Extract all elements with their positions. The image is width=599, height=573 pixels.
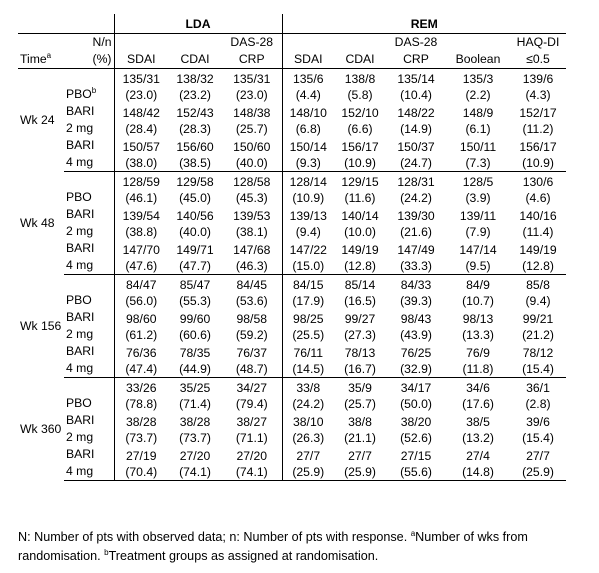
column-header: CDAI bbox=[334, 34, 386, 69]
data-cell: 38/28 (73.7) bbox=[114, 412, 168, 446]
data-cell: 150/60 (40.0) bbox=[222, 137, 282, 172]
table-row bbox=[18, 446, 566, 481]
group-header-rem: REM bbox=[282, 14, 566, 34]
data-cell: 76/9 (11.8) bbox=[446, 343, 510, 378]
table-row bbox=[18, 103, 566, 137]
data-cell: 150/57 (38.0) bbox=[114, 137, 168, 172]
column-header: CDAI bbox=[168, 34, 222, 69]
data-cell: 128/58 (45.3) bbox=[233, 175, 271, 205]
data-cell: 33/26 (78.8) bbox=[114, 378, 168, 413]
table-row bbox=[18, 137, 566, 172]
data-cell: 150/37 (24.7) bbox=[386, 137, 446, 172]
data-cell: 135/31 (23.0) bbox=[114, 69, 168, 104]
data-cell: 135/3 (2.2) bbox=[462, 72, 494, 102]
data-cell: 85/8 (9.4) bbox=[525, 278, 551, 308]
data-cell: 85/14 (16.5) bbox=[344, 278, 376, 308]
data-cell: 35/25 (71.4) bbox=[179, 381, 211, 411]
data-cell: 84/47 (56.0) bbox=[114, 275, 168, 310]
header-spacer bbox=[18, 14, 64, 34]
data-cell: 27/4 (14.8) bbox=[446, 446, 510, 481]
data-cell: 98/58 (59.2) bbox=[235, 312, 268, 342]
data-cell: 98/13 (13.3) bbox=[462, 312, 494, 342]
data-cell: 148/38 (25.7) bbox=[233, 106, 271, 136]
data-cell: 140/14 (10.0) bbox=[341, 209, 379, 239]
data-cell: 36/1 (2.8) bbox=[525, 381, 551, 411]
data-cell: 150/14 (9.3) bbox=[282, 137, 334, 172]
data-cell: 99/60 (60.6) bbox=[179, 312, 211, 342]
column-header: HAQ-DI ≤0.5 bbox=[510, 34, 566, 69]
results-table bbox=[18, 14, 566, 481]
data-cell: 156/17 (10.9) bbox=[510, 137, 566, 172]
table-row bbox=[18, 378, 566, 413]
data-cell: 129/58 (45.0) bbox=[176, 175, 214, 205]
data-cell: 84/9 (10.7) bbox=[462, 278, 494, 308]
data-cell: 139/6 (4.3) bbox=[522, 72, 554, 102]
table-row bbox=[18, 343, 566, 378]
data-cell: 148/10 (6.8) bbox=[282, 103, 334, 137]
table-row bbox=[18, 240, 566, 275]
treatment-label: PBO bbox=[66, 396, 92, 410]
data-cell: 156/60 (38.5) bbox=[168, 137, 222, 172]
data-cell: 76/36 (47.4) bbox=[114, 343, 168, 378]
treatment-label: BARI 2 mg bbox=[66, 207, 95, 238]
data-cell: 76/25 (32.9) bbox=[386, 343, 446, 378]
treatment-label: BARI 4 mg bbox=[64, 240, 114, 275]
data-cell: 129/15 (11.6) bbox=[341, 175, 379, 205]
week-label: Wk 156 bbox=[20, 318, 62, 333]
data-cell: 147/49 (33.3) bbox=[386, 240, 446, 275]
data-cell: 78/12 (15.4) bbox=[510, 343, 566, 378]
data-cell: 148/9 (6.1) bbox=[462, 106, 494, 136]
footnote: N: Number of pts with observed data; n: Number of pts with response. $^a$Number of wks from randomisation. $^b$Treatment groups as assigned at randomisation. bbox=[18, 528, 528, 563]
data-cell: 84/45 (53.6) bbox=[235, 278, 268, 308]
treatment-label: BARI 4 mg bbox=[64, 446, 114, 481]
data-cell: 147/22 (15.0) bbox=[282, 240, 334, 275]
week-label: Wk 360 bbox=[20, 421, 62, 436]
treatment-label: PBO$^b$ bbox=[66, 85, 97, 101]
nn-header: N/n (%) bbox=[64, 34, 114, 69]
data-cell: 148/42 (28.4) bbox=[114, 103, 168, 137]
data-cell: 128/5 (3.9) bbox=[462, 175, 494, 205]
treatment-label: BARI 4 mg bbox=[64, 137, 114, 172]
data-cell: 33/8 (24.2) bbox=[282, 378, 334, 413]
data-cell: 38/27 (71.1) bbox=[235, 415, 268, 445]
data-cell: 147/70 (47.6) bbox=[114, 240, 168, 275]
data-cell: 34/6 (17.6) bbox=[462, 381, 494, 411]
data-cell: 139/53 (38.1) bbox=[233, 209, 271, 239]
treatment-label: BARI 2 mg bbox=[66, 310, 95, 341]
data-cell: 35/9 (25.7) bbox=[344, 381, 376, 411]
data-cell: 76/11 (14.5) bbox=[282, 343, 334, 378]
data-cell: 38/8 (21.1) bbox=[344, 415, 376, 445]
data-cell: 139/30 (21.6) bbox=[397, 209, 435, 239]
treatment-label: PBO bbox=[66, 190, 92, 204]
data-cell: 135/31 (23.0) bbox=[233, 72, 271, 102]
data-cell: 84/15 (17.9) bbox=[282, 275, 334, 310]
data-cell: 128/31 (24.2) bbox=[397, 175, 435, 205]
data-cell: 85/47 (55.3) bbox=[179, 278, 211, 308]
table-row bbox=[18, 69, 566, 104]
data-cell: 139/54 (38.8) bbox=[114, 206, 168, 240]
data-cell: 34/17 (50.0) bbox=[400, 381, 432, 411]
data-cell: 156/17 (10.9) bbox=[334, 137, 386, 172]
data-cell: 98/43 (43.9) bbox=[400, 312, 432, 342]
data-cell: 38/10 (26.3) bbox=[282, 412, 334, 446]
data-cell: 27/20 (74.1) bbox=[222, 446, 282, 481]
time-header: Time$^a$ bbox=[18, 34, 64, 69]
data-cell: 149/71 (47.7) bbox=[168, 240, 222, 275]
treatment-label: PBO bbox=[66, 293, 92, 307]
data-cell: 140/56 (40.0) bbox=[176, 209, 214, 239]
data-cell: 135/6 (4.4) bbox=[282, 69, 334, 104]
data-cell: 27/7 (25.9) bbox=[282, 446, 334, 481]
data-cell: 38/5 (13.2) bbox=[462, 415, 494, 445]
data-cell: 38/28 (73.7) bbox=[179, 415, 211, 445]
table-row bbox=[18, 275, 566, 310]
data-cell: 27/7 (25.9) bbox=[510, 446, 566, 481]
data-cell: 84/33 (39.3) bbox=[400, 278, 432, 308]
data-cell: 150/11 (7.3) bbox=[446, 137, 510, 172]
header-spacer bbox=[64, 14, 114, 34]
data-cell: 99/27 (27.3) bbox=[344, 312, 376, 342]
data-cell: 149/19 (12.8) bbox=[510, 240, 566, 275]
data-cell: 78/35 (44.9) bbox=[168, 343, 222, 378]
data-cell: 99/21 (21.2) bbox=[522, 312, 554, 342]
column-header: Boolean bbox=[446, 34, 510, 69]
data-cell: 128/59 (46.1) bbox=[114, 172, 168, 207]
treatment-label: BARI 2 mg bbox=[66, 413, 95, 444]
data-cell: 135/14 (10.4) bbox=[397, 72, 435, 102]
treatment-label: BARI 2 mg bbox=[66, 104, 95, 135]
table-row bbox=[18, 309, 566, 343]
data-cell: 38/20 (52.6) bbox=[400, 415, 432, 445]
data-cell: 138/32 (23.2) bbox=[176, 72, 214, 102]
data-cell: 76/37 (48.7) bbox=[222, 343, 282, 378]
data-cell: 152/17 (11.2) bbox=[519, 106, 557, 136]
data-cell: 128/14 (10.9) bbox=[282, 172, 334, 207]
data-cell: 27/15 (55.6) bbox=[386, 446, 446, 481]
data-cell: 147/14 (9.5) bbox=[446, 240, 510, 275]
week-label: Wk 48 bbox=[20, 215, 55, 230]
data-cell: 152/10 (6.6) bbox=[341, 106, 379, 136]
treatment-label: BARI 4 mg bbox=[64, 343, 114, 378]
data-cell: 139/11 (7.9) bbox=[459, 209, 497, 239]
column-header: SDAI bbox=[114, 34, 168, 69]
data-cell: 130/6 (4.6) bbox=[522, 175, 554, 205]
week-label: Wk 24 bbox=[20, 112, 55, 127]
data-cell: 27/7 (25.9) bbox=[334, 446, 386, 481]
data-cell: 148/22 (14.9) bbox=[397, 106, 435, 136]
table-row bbox=[18, 172, 566, 207]
column-header: SDAI bbox=[282, 34, 334, 69]
data-cell: 39/6 (15.4) bbox=[522, 415, 554, 445]
data-cell: 138/8 (5.8) bbox=[344, 72, 376, 102]
data-cell: 147/68 (46.3) bbox=[222, 240, 282, 275]
data-cell: 27/20 (74.1) bbox=[168, 446, 222, 481]
table-row bbox=[18, 412, 566, 446]
column-header: DAS-28 CRP bbox=[222, 34, 282, 69]
table-row bbox=[18, 206, 566, 240]
column-header: DAS-28 CRP bbox=[386, 34, 446, 69]
data-cell: 78/13 (16.7) bbox=[334, 343, 386, 378]
data-cell: 27/19 (70.4) bbox=[114, 446, 168, 481]
data-cell: 98/25 (25.5) bbox=[282, 309, 334, 343]
data-cell: 152/43 (28.3) bbox=[176, 106, 214, 136]
data-cell: 34/27 (79.4) bbox=[235, 381, 268, 411]
table-body bbox=[18, 69, 566, 481]
data-cell: 140/16 (11.4) bbox=[519, 209, 557, 239]
data-cell: 98/60 (61.2) bbox=[114, 309, 168, 343]
data-cell: 139/13 (9.4) bbox=[282, 206, 334, 240]
data-cell: 149/19 (12.8) bbox=[334, 240, 386, 275]
group-header-lda: LDA bbox=[114, 14, 282, 34]
